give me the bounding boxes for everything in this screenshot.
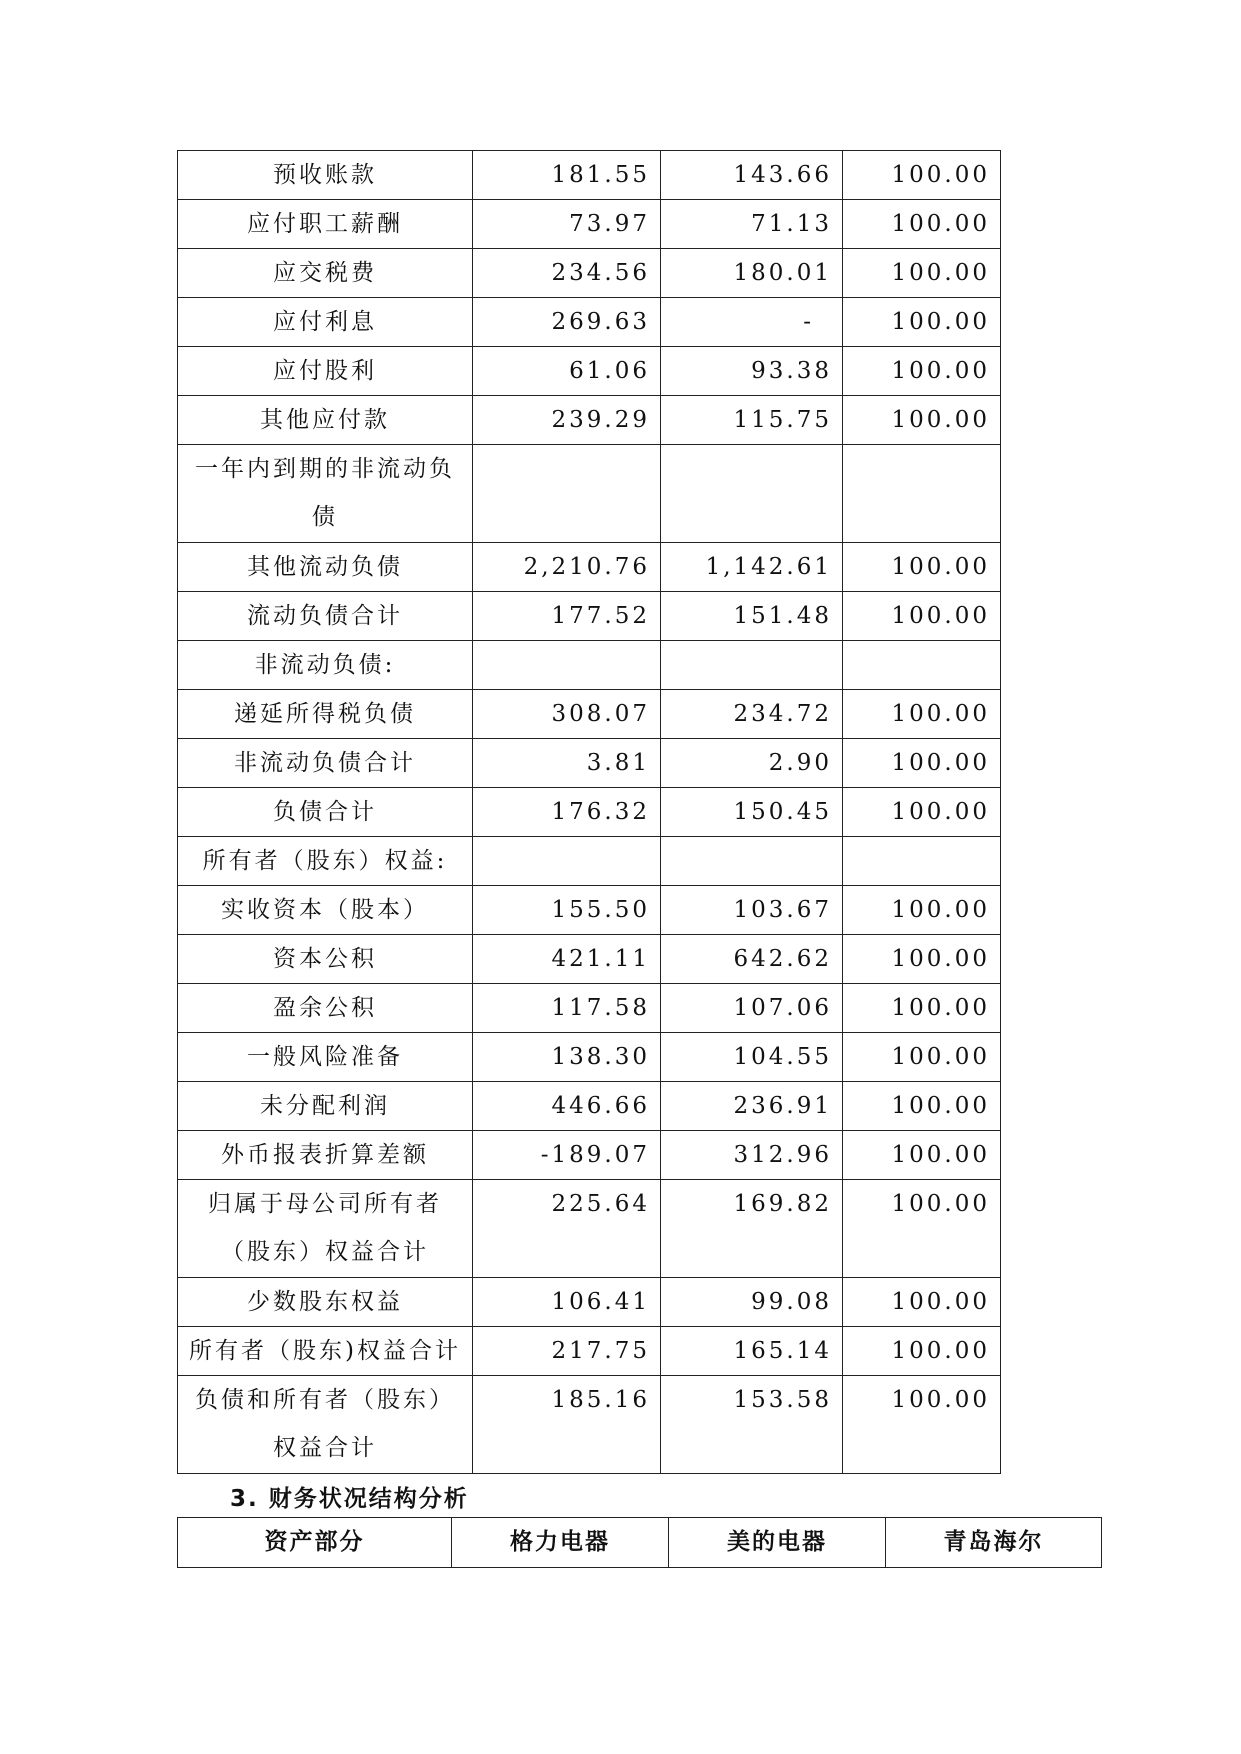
- value-col-2: 104.55: [661, 1033, 843, 1082]
- value-col-3: 100.00: [843, 886, 1001, 935]
- value-col-1: 308.07: [473, 690, 661, 739]
- value-col-3: 100.00: [843, 249, 1001, 298]
- value-col-1: 106.41: [473, 1278, 661, 1327]
- row-label: 盈余公积: [178, 984, 473, 1033]
- value-col-1: -189.07: [473, 1131, 661, 1180]
- table-row: [178, 543, 1001, 592]
- value-col-3: 100.00: [843, 200, 1001, 249]
- table-row: [178, 445, 1001, 543]
- value-col-3: [843, 641, 1001, 690]
- liabilities-equity-table: [177, 150, 1001, 1474]
- table-row: [178, 1376, 1001, 1474]
- row-label: 应交税费: [178, 249, 473, 298]
- value-col-2: 107.06: [661, 984, 843, 1033]
- value-col-2: 115.75: [661, 396, 843, 445]
- row-label: 预收账款: [178, 151, 473, 200]
- value-col-1: 446.66: [473, 1082, 661, 1131]
- row-label: 一年内到期的非流动负债: [178, 445, 473, 543]
- value-col-3: 100.00: [843, 151, 1001, 200]
- row-label: 其他流动负债: [178, 543, 473, 592]
- row-label: 流动负债合计: [178, 592, 473, 641]
- table-row: [178, 739, 1001, 788]
- value-col-2: 151.48: [661, 592, 843, 641]
- table-row: [178, 690, 1001, 739]
- table-row: [178, 151, 1001, 200]
- value-col-3: 100.00: [843, 396, 1001, 445]
- value-col-3: 100.00: [843, 1082, 1001, 1131]
- table-row: [178, 298, 1001, 347]
- table-row: [178, 249, 1001, 298]
- row-label: 资本公积: [178, 935, 473, 984]
- row-label: 非流动负债合计: [178, 739, 473, 788]
- value-col-3: 100.00: [843, 788, 1001, 837]
- value-col-2: 1,142.61: [661, 543, 843, 592]
- row-label: 应付股利: [178, 347, 473, 396]
- row-label: 非流动负债:: [178, 641, 473, 690]
- value-col-2: -: [661, 298, 843, 347]
- value-col-3: 100.00: [843, 1033, 1001, 1082]
- row-label: 少数股东权益: [178, 1278, 473, 1327]
- value-col-3: 100.00: [843, 592, 1001, 641]
- value-col-2: [661, 641, 843, 690]
- value-col-2: 143.66: [661, 151, 843, 200]
- value-col-1: 176.32: [473, 788, 661, 837]
- table-row: [178, 1033, 1001, 1082]
- value-col-3: 100.00: [843, 1131, 1001, 1180]
- value-col-1: 185.16: [473, 1376, 661, 1474]
- value-col-3: 100.00: [843, 347, 1001, 396]
- table-row: [178, 886, 1001, 935]
- value-col-3: 100.00: [843, 739, 1001, 788]
- value-col-2: [661, 445, 843, 543]
- value-col-1: 117.58: [473, 984, 661, 1033]
- value-col-1: 269.63: [473, 298, 661, 347]
- table-row: [178, 1082, 1001, 1131]
- table-row: [178, 837, 1001, 886]
- value-col-1: 73.97: [473, 200, 661, 249]
- value-col-1: 61.06: [473, 347, 661, 396]
- value-col-1: 2,210.76: [473, 543, 661, 592]
- value-col-3: 100.00: [843, 1327, 1001, 1376]
- header-cell-midea: 美的电器: [669, 1518, 886, 1568]
- structure-analysis-header-table: [177, 1517, 1102, 1568]
- table-row: [178, 935, 1001, 984]
- value-col-3: 100.00: [843, 298, 1001, 347]
- value-col-1: 138.30: [473, 1033, 661, 1082]
- table-row: [178, 200, 1001, 249]
- row-label: 外币报表折算差额: [178, 1131, 473, 1180]
- row-label: 一般风险准备: [178, 1033, 473, 1082]
- value-col-1: 421.11: [473, 935, 661, 984]
- table-row: [178, 788, 1001, 837]
- value-col-3: 100.00: [843, 1278, 1001, 1327]
- value-col-2: 150.45: [661, 788, 843, 837]
- value-col-1: 239.29: [473, 396, 661, 445]
- row-label: 所有者（股东)权益合计: [178, 1327, 473, 1376]
- table-row: [178, 641, 1001, 690]
- value-col-3: 100.00: [843, 984, 1001, 1033]
- value-col-2: 165.14: [661, 1327, 843, 1376]
- value-col-2: 93.38: [661, 347, 843, 396]
- value-col-2: 99.08: [661, 1278, 843, 1327]
- value-col-2: 103.67: [661, 886, 843, 935]
- header-cell-gree: 格力电器: [452, 1518, 669, 1568]
- value-col-3: [843, 837, 1001, 886]
- value-col-2: 153.58: [661, 1376, 843, 1474]
- value-col-1: 177.52: [473, 592, 661, 641]
- row-label: 负债和所有者（股东）权益合计: [178, 1376, 473, 1474]
- value-col-1: 3.81: [473, 739, 661, 788]
- value-col-3: 100.00: [843, 543, 1001, 592]
- table-row: [178, 592, 1001, 641]
- value-col-2: 2.90: [661, 739, 843, 788]
- row-label: 应付利息: [178, 298, 473, 347]
- value-col-1: 234.56: [473, 249, 661, 298]
- value-col-2: 312.96: [661, 1131, 843, 1180]
- value-col-2: 234.72: [661, 690, 843, 739]
- value-col-2: 236.91: [661, 1082, 843, 1131]
- table-row: [178, 1278, 1001, 1327]
- value-col-1: [473, 641, 661, 690]
- value-col-2: [661, 837, 843, 886]
- row-label: 其他应付款: [178, 396, 473, 445]
- value-col-3: 100.00: [843, 1180, 1001, 1278]
- table-row: [178, 1327, 1001, 1376]
- header-cell-haier: 青岛海尔: [886, 1518, 1102, 1568]
- section-title: 3. 财务状况结构分析: [230, 1486, 469, 1512]
- row-label: 归属于母公司所有者（股东）权益合计: [178, 1180, 473, 1278]
- value-col-3: 100.00: [843, 935, 1001, 984]
- row-label: 负债合计: [178, 788, 473, 837]
- value-col-2: 642.62: [661, 935, 843, 984]
- header-cell-assets: 资产部分: [178, 1518, 452, 1568]
- value-col-1: [473, 445, 661, 543]
- value-col-3: 100.00: [843, 1376, 1001, 1474]
- row-label: 未分配利润: [178, 1082, 473, 1131]
- table-row: [178, 1180, 1001, 1278]
- row-label: 应付职工薪酬: [178, 200, 473, 249]
- value-col-1: 181.55: [473, 151, 661, 200]
- value-col-2: 169.82: [661, 1180, 843, 1278]
- table-row: [178, 1131, 1001, 1180]
- table-row: [178, 396, 1001, 445]
- value-col-2: 71.13: [661, 200, 843, 249]
- value-col-1: 155.50: [473, 886, 661, 935]
- header-row: [178, 1518, 1102, 1568]
- row-label: 实收资本（股本）: [178, 886, 473, 935]
- value-col-1: 225.64: [473, 1180, 661, 1278]
- value-col-3: 100.00: [843, 690, 1001, 739]
- row-label: 所有者（股东）权益:: [178, 837, 473, 886]
- value-col-2: 180.01: [661, 249, 843, 298]
- value-col-1: [473, 837, 661, 886]
- value-col-1: 217.75: [473, 1327, 661, 1376]
- row-label: 递延所得税负债: [178, 690, 473, 739]
- table-row: [178, 347, 1001, 396]
- table-row: [178, 984, 1001, 1033]
- value-col-3: [843, 445, 1001, 543]
